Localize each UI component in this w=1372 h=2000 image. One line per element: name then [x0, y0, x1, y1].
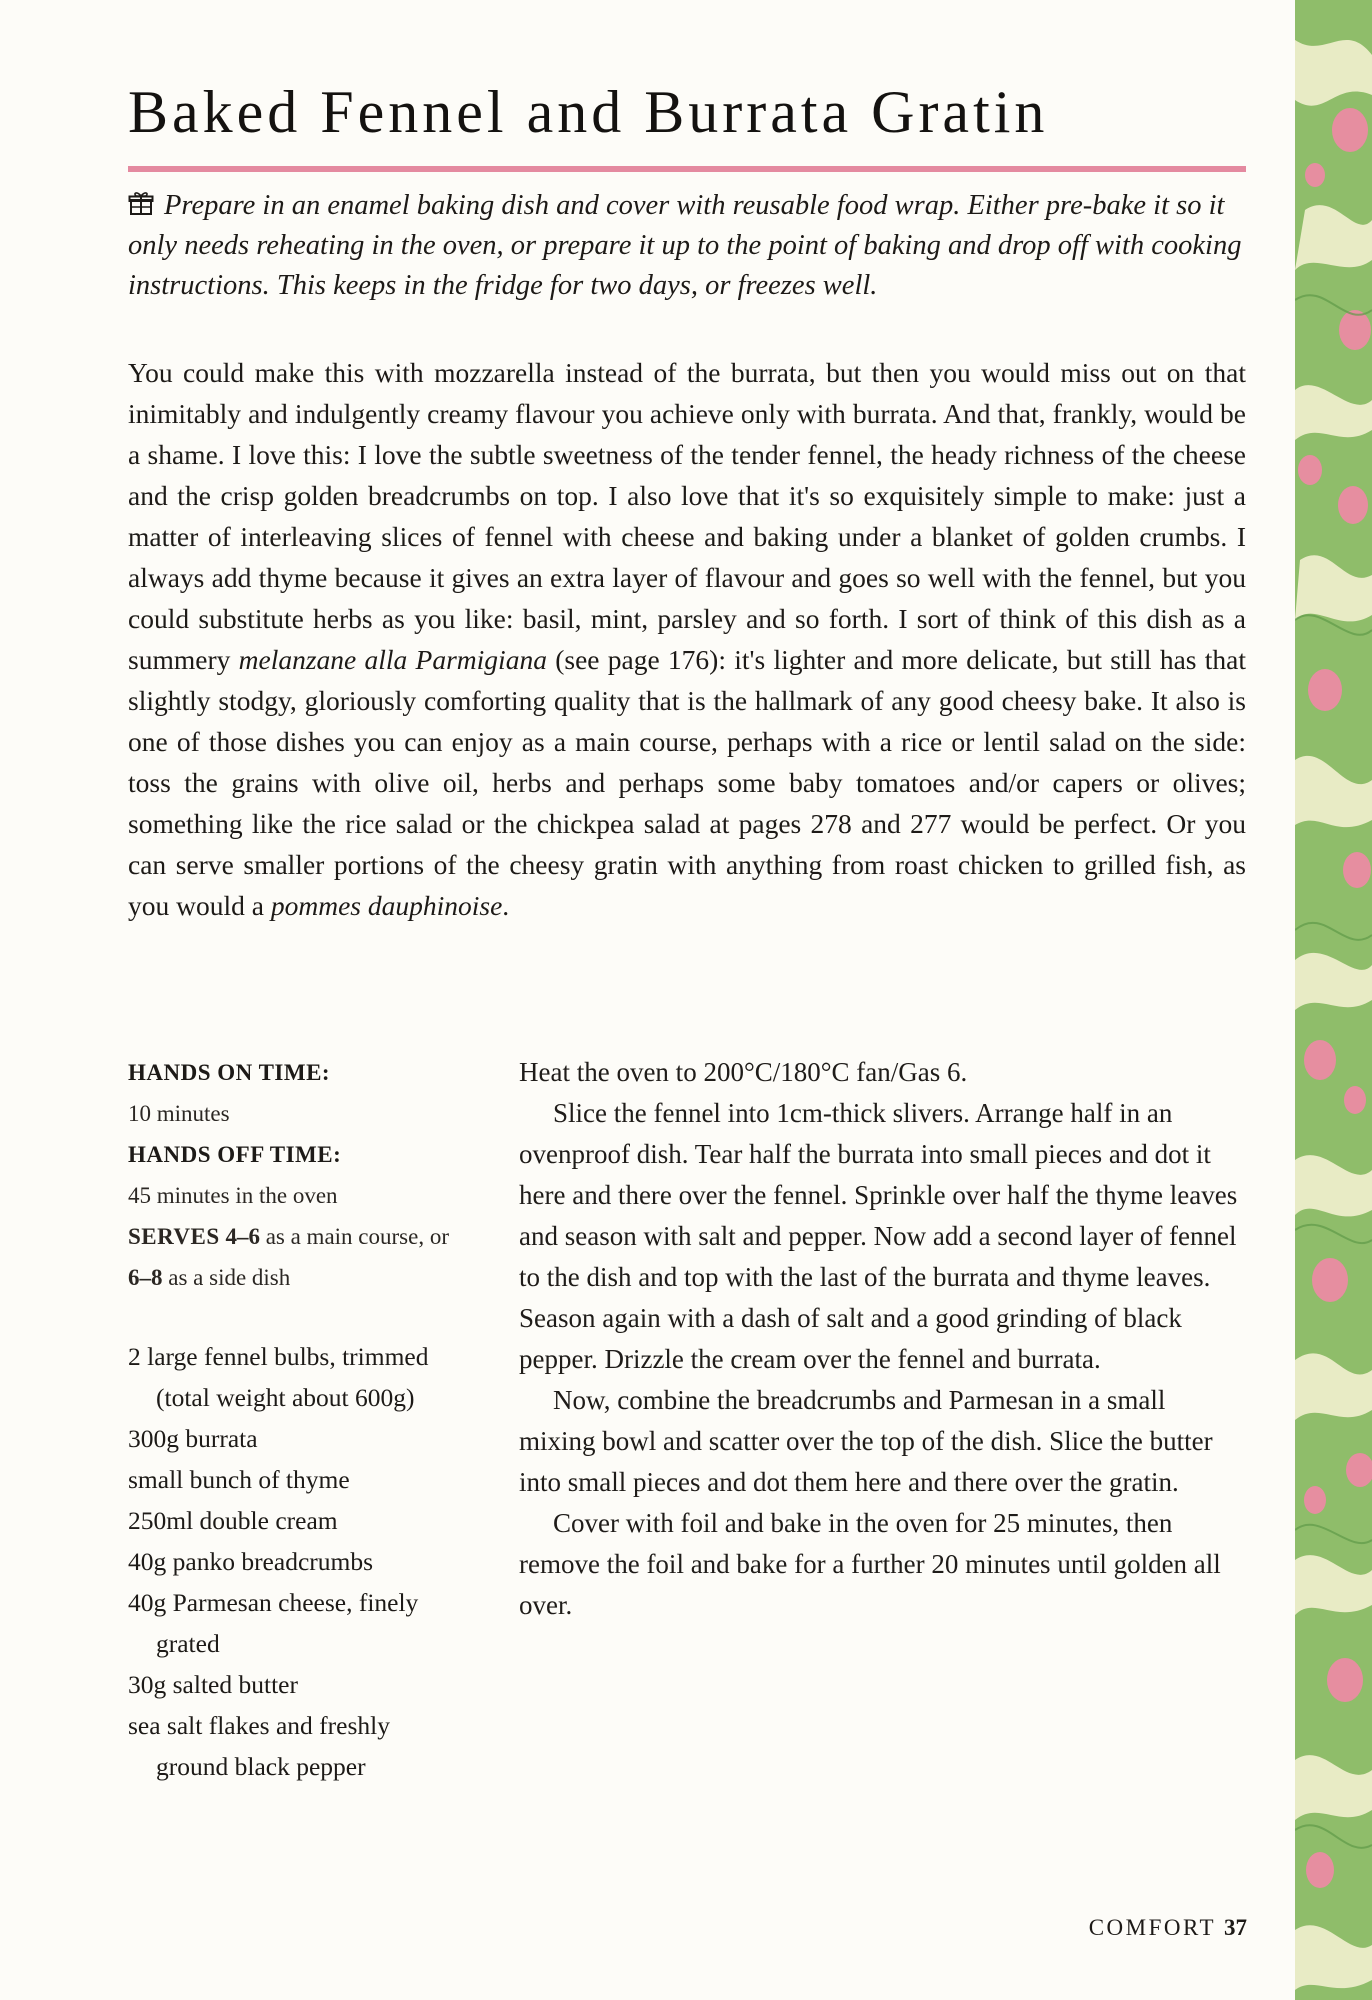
ingredient-item: 30g salted butter: [128, 1670, 298, 1699]
page-number: 37: [1224, 1915, 1247, 1940]
serves-main-count: 4–6: [225, 1224, 260, 1249]
ingredient-item: 40g Parmesan cheese, finely grated: [128, 1588, 419, 1658]
ingredient-item: 250ml double cream: [128, 1506, 338, 1535]
tip-text: Prepare in an enamel baking dish and cover with reusable food wrap. Either pre-bake it so it only needs reheating in the oven, or prepare it up to the point of baking and drop off with cooking instructions. This keeps in the fridge for two days, or freezes well.: [128, 190, 1242, 301]
method-step: Heat the oven to 200°C/180°C fan/Gas 6.: [519, 1057, 968, 1087]
intro-dish-reference: melanzane alla Parmigiana: [238, 644, 547, 675]
section-name: COMFORT: [1088, 1915, 1216, 1940]
intro-text-3: .: [502, 890, 510, 921]
ingredient-item: sea salt flakes and freshly ground black pepper: [128, 1711, 390, 1781]
method-step: Now, combine the breadcrumbs and Parmesan in a small mixing bowl and scatter over the top of the dish. Slice the butter into small pieces and dot them here and there over the gratin.: [519, 1385, 1213, 1497]
gift-tip: [128, 186, 1248, 306]
hands-off-value: 45 minutes in the oven: [128, 1183, 338, 1208]
marble-pattern: [1295, 0, 1372, 2000]
recipe-meta: [128, 1052, 458, 1298]
ingredient-item: small bunch of thyme: [128, 1465, 350, 1494]
hands-on-value: 10 minutes: [128, 1101, 230, 1126]
hands-on-label: HANDS ON TIME:: [128, 1060, 331, 1085]
serves-side-text: as a side dish: [168, 1265, 291, 1290]
intro-text-1: You could make this with mozzarella instead of the burrata, but then you would miss out on that inimitably and indulgently creamy flavour you achieve only with burrata. And that, frankly, would be a shame. I love this: I love the subtle sweetness of the tender fennel, the heady richness of the cheese and the crisp golden breadcrumbs on top. I also love that it's so exquisitely simple to make: just a matter of interleaving slices of fennel with cheese and baking under a blanket of golden crumbs. I always add thyme because it gives an extra layer of flavour and goes so well with the fennel, but you could substitute herbs as you like: basil, mint, parsley and so forth. I sort of think of this dish as a summery: [128, 357, 1246, 675]
page-footer: [847, 1915, 1247, 1941]
gift-icon: [128, 190, 154, 216]
marbled-paper-border: [1295, 0, 1372, 2000]
method-steps: [519, 1052, 1247, 1626]
ingredient-item: 300g burrata: [128, 1424, 258, 1453]
method-step: Cover with foil and bake in the oven for 25 minutes, then remove the foil and bake for a further 20 minutes until golden all over.: [519, 1508, 1221, 1620]
serves-label: SERVES: [128, 1224, 220, 1249]
title-divider: [128, 166, 1246, 172]
ingredient-item: 40g panko breadcrumbs: [128, 1547, 374, 1576]
intro-paragraph: [128, 352, 1246, 926]
ingredient-item: 2 large fennel bulbs, trimmed (total weight about 600g): [128, 1342, 429, 1412]
intro-dish-reference-2: pommes dauphinoise: [270, 890, 503, 921]
serves-main-text: as a main course, or: [265, 1224, 449, 1249]
serves-info: [128, 1216, 458, 1298]
intro-text-2: (see page 176): it's lighter and more delicate, but still has that slightly stodgy, gloriously comforting quality that is the hallmark of any good cheesy bake. It also is one of those dishes you can enjoy as a main course, perhaps with a rice or lentil salad on the side: toss the grains with olive oil, herbs and perhaps some baby tomatoes and/or capers or olives; something like the rice salad or the chickpea salad at pages 278 and 277 would be perfect. Or you can serve smaller portions of the cheesy gratin with anything from roast chicken to grilled fish, as you would a: [128, 644, 1246, 921]
method-step: Slice the fennel into 1cm-thick slivers. Arrange half in an ovenproof dish. Tear half the burrata into small pieces and dot it here and there over the fennel. Sprinkle over half the thyme leaves and season with salt and pepper. Now add a second layer of fennel to the dish and top with the last of the burrata and thyme leaves. Season again with a dash of salt and a good grinding of black pepper. Drizzle the cream over the fennel and burrata.: [519, 1098, 1238, 1374]
ingredients-list: [128, 1336, 448, 1787]
serves-side-count: 6–8: [128, 1265, 163, 1290]
hands-off-label: HANDS OFF TIME:: [128, 1142, 342, 1167]
recipe-title: Baked Fennel and Burrata Gratin: [128, 79, 1049, 145]
